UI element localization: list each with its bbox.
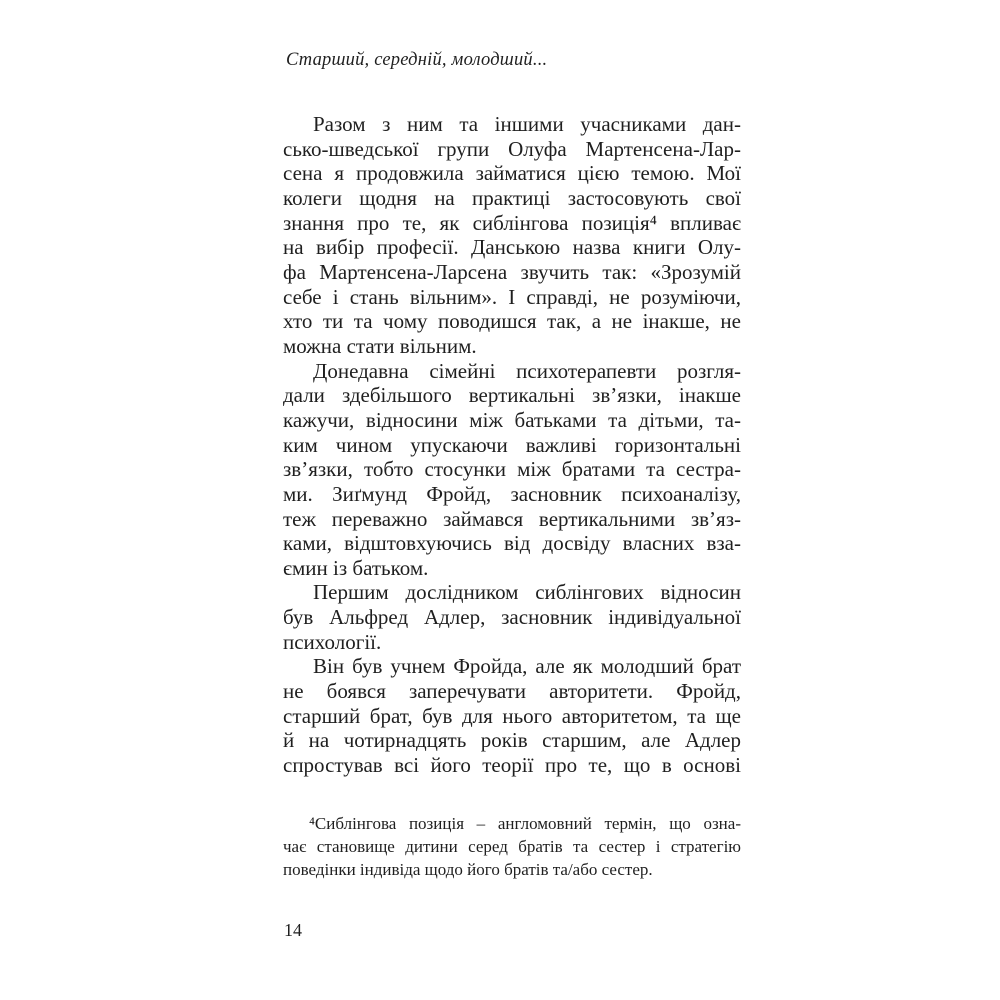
text-line: себе і стань вільним». І справді, не розуміючи, <box>283 284 741 309</box>
text-line: теж переважно займався вертикальними зв’яз- <box>283 506 741 531</box>
footnote <box>283 812 741 881</box>
text-line: й на чотирнадцять років старшим, але Адлер <box>283 728 741 753</box>
text-line: колеги щодня на практиці застосовують свої <box>283 185 741 210</box>
body-text <box>283 112 741 778</box>
text-line: фа Мартенсена-Ларсена звучить так: «Зрозумій <box>283 259 741 284</box>
text-line: ками, відштовхуючись від досвіду власних вза- <box>283 531 741 556</box>
text-line: сько-шведської групи Олуфа Мартенсена-Лар- <box>283 136 741 161</box>
text-line: на вибір професії. Данською назва книги Олу- <box>283 235 741 260</box>
text-line: старший брат, був для нього авторитетом, та ще <box>283 703 741 728</box>
text-line: ємин із батьком. <box>283 555 429 580</box>
text-line: ми. Зиґмунд Фройд, засновник психоаналізу, <box>283 481 741 506</box>
text-line: чає становище дитини серед братів та сестер і стратегію <box>283 837 741 856</box>
text-line: можна стати вільним. <box>283 333 477 358</box>
text-line: Він був учнем Фройда, але як молодший брат <box>313 654 741 679</box>
running-header: Старший, середній, молодший... <box>286 50 548 70</box>
text-line: хто ти та чому поводишся так, а не інакше, не <box>283 309 741 334</box>
text-line: дали здебільшого вертикальні зв’язки, інакше <box>283 383 741 408</box>
text-line: кажучи, відносини між батьками та дітьми, та- <box>283 407 741 432</box>
text-line: Першим дослідником сиблінгових відносин <box>313 580 741 605</box>
text-line: Донедавна сімейні психотерапевти розгля- <box>313 358 741 383</box>
text-line: не боявся заперечувати авторитети. Фройд, <box>283 679 741 704</box>
text-line: ⁴Сиблінгова позиція – англомовний термін, що озна- <box>309 814 741 833</box>
text-line: ким чином упускаючи важливі горизонтальні <box>283 432 741 457</box>
text-line: психології. <box>283 629 382 654</box>
text-line: зв’язки, тобто стосунки між братами та сестра- <box>283 457 741 482</box>
page-number: 14 <box>284 920 302 940</box>
text-line: знання про те, як сиблінгова позиція⁴ впливає <box>283 210 741 235</box>
text-line: сена я продовжила займатися цією темою. Мої <box>283 161 741 186</box>
text-line: спростував всі його теорії про те, що в основі <box>283 753 741 778</box>
text-line: Разом з ним та іншими учасниками дан- <box>313 112 741 136</box>
text-line: був Альфред Адлер, засновник індивідуальної <box>283 605 741 630</box>
text-line: поведінки індивіда щодо його братів та/або сестер. <box>283 860 653 879</box>
